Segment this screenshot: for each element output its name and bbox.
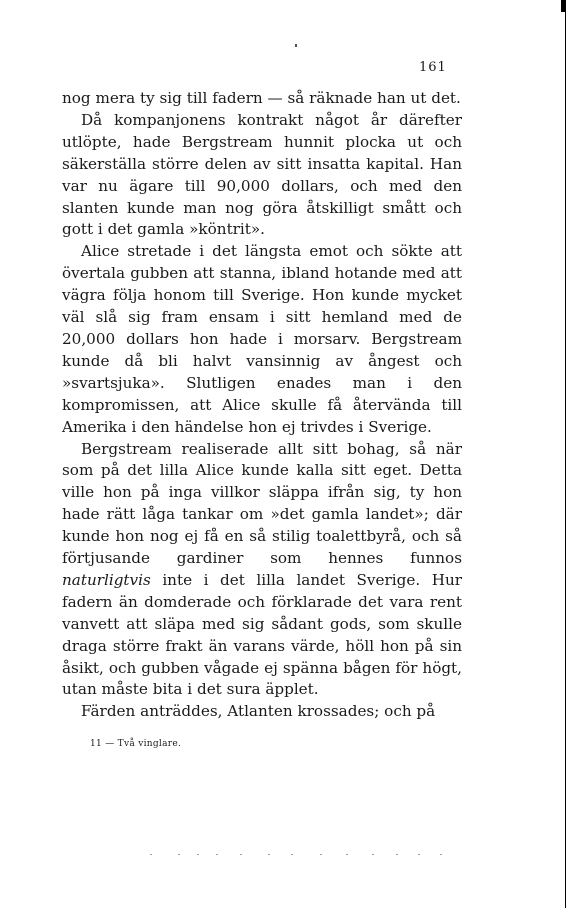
paragraph [62,88,462,110]
paragraph [62,241,462,438]
emphasized-word: naturligtvis [62,570,151,589]
paragraph-text: nog mera ty sig till fadern — så räknade han ut det. [62,89,461,107]
paragraph-text: inte i det lilla landet Sverige. Hur fadern än domderade och förklarade det vara rent vanvett att släpa med sig sådant gods, som skulle draga större frakt än varans värde, höll hon på sin åsikt, och gubben vågade ej spänna bågen för högt, utan måste bita i det sura äpplet. [62,570,462,699]
page-number: 161 [419,60,447,75]
paragraph-text: Då kompanjonens kontrakt något år därefter utlöpte, hade Bergstream hunnit plocka ut och säkerställa större delen av sitt insatta kapital. Han var nu ägare till 90,000 dollars, och med den slanten kunde man nog göra åtskilligt smått och gott i det gamla »köntrit». [62,110,462,239]
paragraph [62,439,462,702]
body-text [62,88,462,723]
signature-mark: 11 — Två vinglare. [90,739,182,749]
scan-dust [150,852,460,858]
page-edge-line [565,0,566,908]
paragraph [62,701,462,723]
paragraph-text: Färden anträddes, Atlanten krossades; och på [81,702,436,721]
paragraph-text: Bergstream realiserade allt sitt bohag, så när som på det lilla Alice kunde kalla sitt eget. Detta ville hon på inga villkor släppa ifrån sig, ty hon hade rätt låga tankar om »det gamla landet»; där kunde hon nog ej få en så stilig toalettbyrå, och så förtjusande gardiner som hennes funnos [62,439,462,568]
print-speck [295,44,297,47]
paragraph-text: Alice stretade i det längsta emot och sökte att övertala gubben att stanna, ibland hotande med att vägra följa honom till Sverige. Hon kunde mycket väl slå sig fram ensam i sitt hemland med de 20,000 dollars hon hade i morsarv. Bergstream kunde då bli halvt vansinnig av ångest och »svartsjuka». Slutligen enades man i den kompromissen, att Alice skulle få återvända till Amerika i den händelse hon ej trivdes i Sverige. [62,242,462,436]
paragraph [62,110,462,241]
